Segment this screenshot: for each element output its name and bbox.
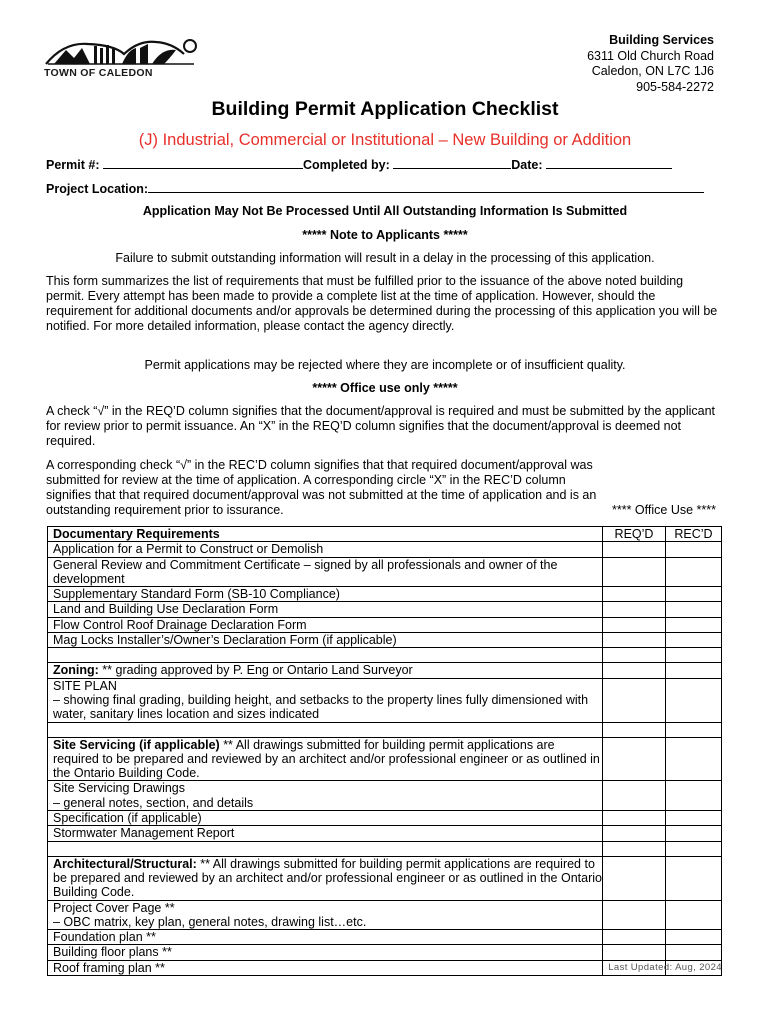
office-use-heading: ***** Office use only ***** xyxy=(312,381,458,395)
reqd-cell[interactable] xyxy=(603,781,666,811)
recd-cell[interactable] xyxy=(666,900,722,930)
spacer-row xyxy=(48,722,722,737)
requirement-text: Roof framing plan ** xyxy=(48,960,603,975)
site-plan-detail: – showing final grading, building height, and setbacks to the property lines fully dimensioned with water, sanitary lines location and sizes indicated xyxy=(53,692,589,722)
table-row xyxy=(48,617,722,632)
table-header-documents: Documentary Requirements xyxy=(48,527,603,542)
recd-cell[interactable] xyxy=(666,557,722,587)
reqd-cell[interactable] xyxy=(603,826,666,841)
requirement-text: Supplementary Standard Form (SB-10 Compliance) xyxy=(48,587,603,602)
project-location-field[interactable] xyxy=(148,181,704,193)
table-row xyxy=(48,900,722,930)
recd-cell[interactable] xyxy=(666,737,722,781)
table-row xyxy=(48,945,722,960)
note-heading: ***** Note to Applicants ***** xyxy=(302,228,468,242)
recd-cell[interactable] xyxy=(666,542,722,557)
reqd-cell[interactable] xyxy=(603,811,666,826)
recd-cell[interactable] xyxy=(666,826,722,841)
requirement-text: General Review and Commitment Certificate – signed by all professionals and owner of the development xyxy=(48,557,603,587)
reqd-cell[interactable] xyxy=(603,542,666,557)
last-updated: Last Updated: Aug, 2024 xyxy=(608,962,722,973)
table-row xyxy=(48,811,722,826)
completed-by-label: Completed by: xyxy=(302,158,390,172)
table-row xyxy=(48,826,722,841)
street-address: 6311 Old Church Road xyxy=(587,48,714,63)
table-row xyxy=(48,633,722,648)
permit-label: Permit #: xyxy=(46,158,100,172)
table-row xyxy=(48,781,722,811)
architectural-note: ** All drawings submitted for building permit applications are required to be prepared and reviewed by an architect and/or professional engineer or as outlined in the Ontario Building Code. xyxy=(53,856,602,900)
recd-cell[interactable] xyxy=(666,811,722,826)
office-use-tag: **** Office Use **** xyxy=(612,503,716,517)
project-location-row xyxy=(46,181,704,196)
recd-cell[interactable] xyxy=(666,678,722,722)
reqd-cell[interactable] xyxy=(603,930,666,945)
recd-explanation xyxy=(46,458,722,518)
cover-page-item: Project Cover Page ** xyxy=(53,900,175,915)
reqd-cell[interactable] xyxy=(603,587,666,602)
table-row xyxy=(48,557,722,587)
servicing-item: Site Servicing Drawings xyxy=(53,781,185,796)
recd-line-3: signifies that that required document/approval was not submitted at the time of application and is an xyxy=(46,488,597,502)
column-header-recd: REC’D xyxy=(666,527,722,542)
servicing-label: Site Servicing (if applicable) xyxy=(53,737,220,752)
spacer-row xyxy=(48,841,722,856)
recd-line-2: submitted for review at the time of application. A corresponding circle “X” in the REC’D column xyxy=(46,473,566,487)
reqd-cell[interactable] xyxy=(603,945,666,960)
requirement-text: Specification (if applicable) xyxy=(48,811,603,826)
site-plan-item: SITE PLAN xyxy=(53,678,117,693)
requirement-text: Foundation plan ** xyxy=(48,930,603,945)
address-block xyxy=(587,33,714,95)
failure-notice: Failure to submit outstanding information will result in a delay in the processing of this application. xyxy=(115,251,655,265)
requirement-text: Application for a Permit to Construct or Demolish xyxy=(48,542,603,557)
project-location-label: Project Location: xyxy=(46,182,149,196)
town-logo-graphic-icon xyxy=(44,36,200,66)
spacer-row xyxy=(48,648,722,663)
recd-cell[interactable] xyxy=(666,856,722,900)
requirement-text: Land and Building Use Declaration Form xyxy=(48,602,603,617)
reqd-cell[interactable] xyxy=(603,602,666,617)
requirement-text xyxy=(48,678,603,722)
table-row xyxy=(48,737,722,781)
requirement-text xyxy=(48,781,603,811)
reqd-explanation: A check “√” in the REQ’D column signifies that the document/approval is required and must be submitted by the applicant for review prior to permit issuance. An “X” in the REQ’D column signifies that the document/approval is deemed not required. xyxy=(46,404,716,448)
zoning-heading-cell xyxy=(48,663,603,678)
recd-cell[interactable] xyxy=(666,781,722,811)
phone-number: 905-584-2272 xyxy=(636,79,714,94)
reqd-cell[interactable] xyxy=(603,557,666,587)
column-header-reqd: REQ’D xyxy=(603,527,666,542)
recd-cell[interactable] xyxy=(666,663,722,678)
recd-cell[interactable] xyxy=(666,945,722,960)
table-row xyxy=(48,678,722,722)
recd-cell[interactable] xyxy=(666,930,722,945)
requirements-table xyxy=(47,526,722,976)
town-logo xyxy=(44,36,200,80)
logo-wordmark: TOWN OF CALEDON xyxy=(44,67,153,79)
table-row xyxy=(48,930,722,945)
zoning-label: Zoning: xyxy=(53,663,99,678)
reqd-cell[interactable] xyxy=(603,900,666,930)
permit-number-field[interactable] xyxy=(103,157,303,169)
reqd-cell[interactable] xyxy=(603,678,666,722)
table-header-row xyxy=(48,527,722,542)
page-title: Building Permit Application Checklist xyxy=(211,98,559,120)
recd-cell[interactable] xyxy=(666,633,722,648)
recd-line-4-wrap xyxy=(46,503,722,518)
table-row xyxy=(48,602,722,617)
date-field[interactable] xyxy=(546,157,672,169)
table-row xyxy=(48,542,722,557)
table-row xyxy=(48,663,722,678)
date-label: Date: xyxy=(511,158,543,172)
recd-cell[interactable] xyxy=(666,617,722,632)
requirement-text: Building floor plans ** xyxy=(48,945,603,960)
reqd-cell[interactable] xyxy=(603,737,666,781)
cover-page-detail: – OBC matrix, key plan, general notes, drawing list…etc. xyxy=(53,914,367,929)
permit-fields-row xyxy=(46,157,672,172)
recd-cell[interactable] xyxy=(666,602,722,617)
servicing-note: ** All drawings submitted for building permit applications are required to be prepared and reviewed by an architect and/or professional engineer or as outlined in the Ontario Building Code. xyxy=(53,737,600,781)
summary-paragraph: This form summarizes the list of requirements that must be fulfilled prior to the issuance of the above noted building permit. Every attempt has been made to provide a complete list at the time of application. However, should the requirement for additional documents and/or approvals be determined during the processing of this application you will be notified. For more detailed information, please contact the agency directly. xyxy=(46,274,718,333)
page-subtitle: (J) Industrial, Commercial or Institutional – New Building or Addition xyxy=(138,131,632,149)
completed-by-field[interactable] xyxy=(393,157,511,169)
recd-line-1: A corresponding check “√” in the REC’D column signifies that that required document/approval was xyxy=(46,458,593,472)
requirement-text: Flow Control Roof Drainage Declaration Form xyxy=(48,617,603,632)
reject-notice: Permit applications may be rejected where they are incomplete or of insufficient quality. xyxy=(144,358,626,372)
architectural-heading-cell xyxy=(48,856,603,900)
processing-notice: Application May Not Be Processed Until All Outstanding Information Is Submitted xyxy=(142,204,628,218)
reqd-cell[interactable] xyxy=(603,617,666,632)
servicing-detail: – general notes, section, and details xyxy=(53,795,254,810)
city-postal: Caledon, ON L7C 1J6 xyxy=(591,64,714,78)
reqd-cell[interactable] xyxy=(603,856,666,900)
recd-line-4: outstanding requirement prior to issurance. xyxy=(46,503,284,517)
recd-cell[interactable] xyxy=(666,587,722,602)
department-name: Building Services xyxy=(609,33,714,47)
reqd-cell[interactable] xyxy=(603,633,666,648)
requirement-text: Mag Locks Installer’s/Owner’s Declaration Form (if applicable) xyxy=(48,633,603,648)
requirement-text xyxy=(48,900,603,930)
table-row xyxy=(48,856,722,900)
architectural-label: Architectural/Structural: xyxy=(53,856,197,871)
reqd-cell[interactable] xyxy=(603,663,666,678)
requirement-text: Stormwater Management Report xyxy=(48,826,603,841)
table-row xyxy=(48,587,722,602)
zoning-note: ** grading approved by P. Eng or Ontario Land Surveyor xyxy=(98,663,413,678)
servicing-heading-cell xyxy=(48,737,603,781)
